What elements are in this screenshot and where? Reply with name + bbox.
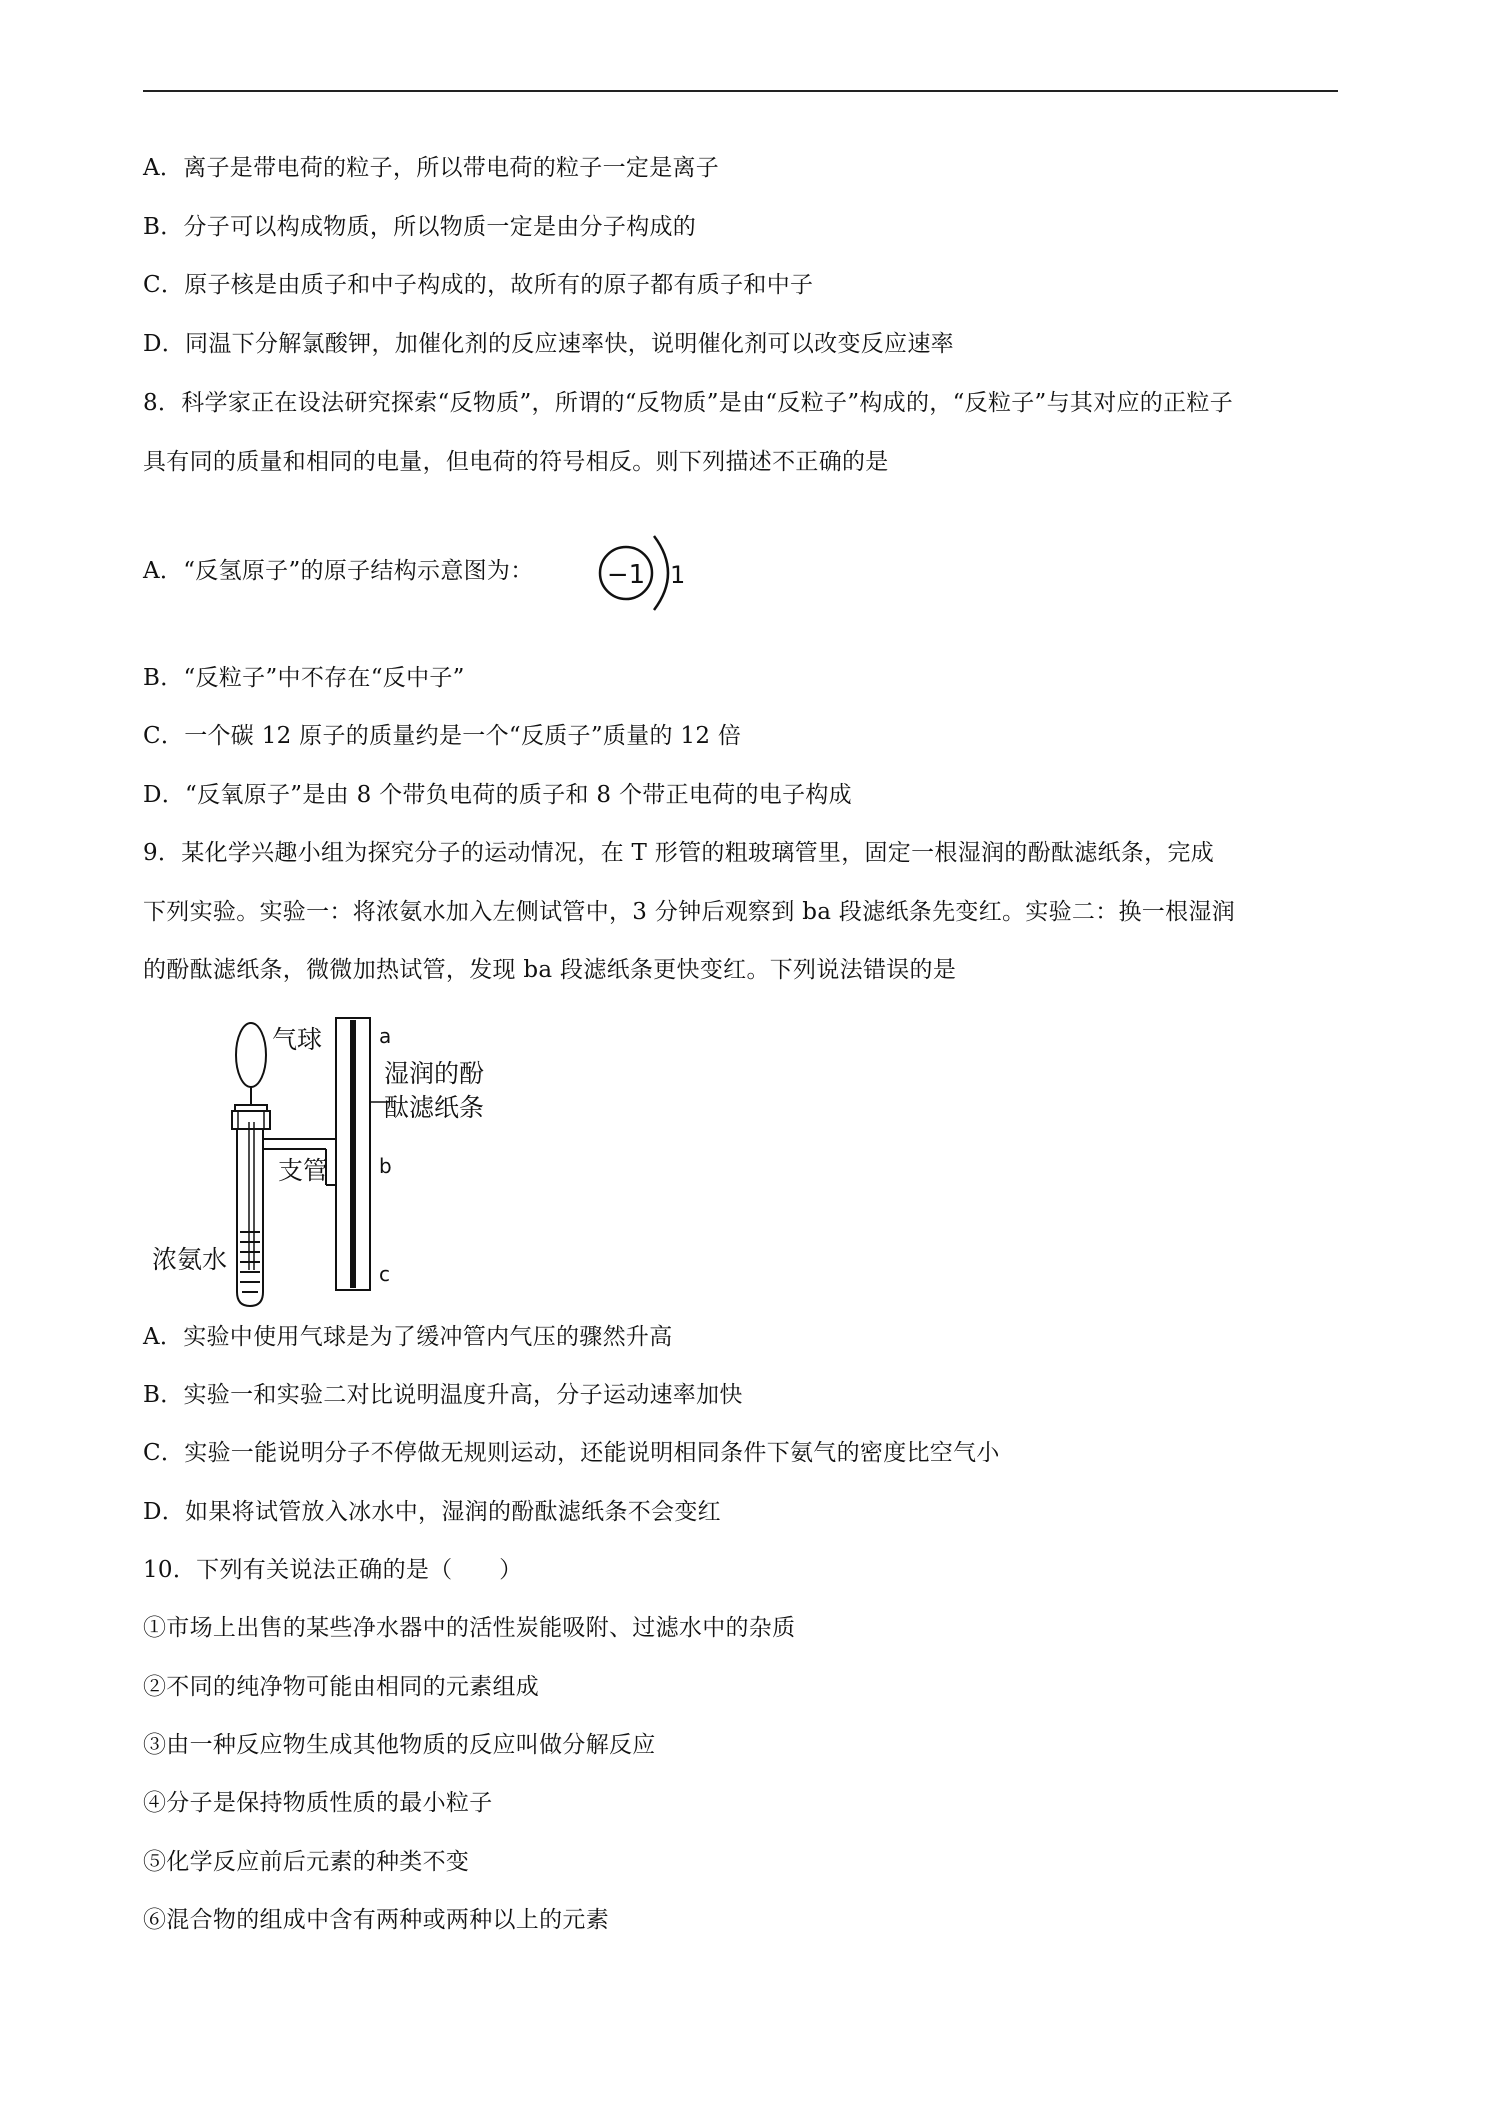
t-tube-experiment-diagram bbox=[150, 1010, 550, 1310]
q9-option-d: D．如果将试管放入冰水中，湿润的酚酞滤纸条不会变红 bbox=[143, 1499, 721, 1525]
point-a-label: a bbox=[379, 1024, 392, 1048]
strip-label-line1: 湿润的酚 bbox=[384, 1059, 485, 1088]
q10-item-5: ⑤化学反应前后元素的种类不变 bbox=[143, 1849, 470, 1875]
branch-tube-label: 支管 bbox=[278, 1156, 329, 1185]
q10-item-1: ①市场上出售的某些净水器中的活性炭能吸附、过滤水中的杂质 bbox=[143, 1615, 796, 1641]
q8-option-b: B．“反粒子”中不存在“反中子” bbox=[143, 665, 465, 691]
filter-paper-strip bbox=[350, 1020, 356, 1288]
q8-stem-line1: 8．科学家正在设法研究探索“反物质”，所谓的“反物质”是由“反粒子”构成的，“反粒子”与其对应的正粒子 bbox=[143, 390, 1233, 416]
nucleus-charge: −1 bbox=[606, 560, 646, 590]
ammonia-label: 浓氨水 bbox=[152, 1245, 228, 1274]
q7-option-c: C．原子核是由质子和中子构成的，故所有的原子都有质子和中子 bbox=[143, 272, 814, 298]
point-c-label: c bbox=[379, 1262, 390, 1286]
header-rule bbox=[143, 90, 1338, 92]
q9-stem-line3: 的酚酞滤纸条，微微加热试管，发现 ba 段滤纸条更快变红。下列说法错误的是 bbox=[143, 957, 957, 983]
strip-label-line2: 酞滤纸条 bbox=[384, 1093, 485, 1122]
q7-option-b: B．分子可以构成物质，所以物质一定是由分子构成的 bbox=[143, 214, 697, 240]
q8-option-c: C．一个碳 12 原子的质量约是一个“反质子”质量的 12 倍 bbox=[143, 723, 742, 749]
q10-item-6: ⑥混合物的组成中含有两种或两种以上的元素 bbox=[143, 1907, 609, 1933]
point-b-label: b bbox=[379, 1154, 392, 1178]
test-tube-shape bbox=[237, 1129, 263, 1306]
q10-item-4: ④分子是保持物质性质的最小粒子 bbox=[143, 1790, 493, 1816]
electron-shell-arc bbox=[654, 536, 668, 610]
q9-option-b: B．实验一和实验二对比说明温度升高，分子运动速率加快 bbox=[143, 1382, 743, 1408]
q7-option-a: A．离子是带电荷的粒子，所以带电荷的粒子一定是离子 bbox=[143, 155, 720, 181]
q8-option-d: D．“反氧原子”是由 8 个带负电荷的质子和 8 个带正电荷的电子构成 bbox=[143, 782, 852, 808]
q9-option-c: C．实验一能说明分子不停做无规则运动，还能说明相同条件下氨气的密度比空气小 bbox=[143, 1440, 1000, 1466]
balloon-shape bbox=[236, 1023, 266, 1087]
q9-stem-line1: 9．某化学兴趣小组为探究分子的运动情况，在 T 形管的粗玻璃管里，固定一根湿润的酚酞滤纸条，完成 bbox=[143, 840, 1214, 866]
q9-stem-line2: 下列实验。实验一：将浓氨水加入左侧试管中，3 分钟后观察到 ba 段滤纸条先变红。实验二：换一根湿润 bbox=[143, 899, 1236, 925]
q8-stem-line2: 具有同的质量和相同的电量，但电荷的符号相反。则下列描述不正确的是 bbox=[143, 449, 889, 475]
balloon-label: 气球 bbox=[272, 1025, 323, 1054]
q10-item-3: ③由一种反应物生成其他物质的反应叫做分解反应 bbox=[143, 1732, 656, 1758]
q10-stem: 10．下列有关说法正确的是（ ） bbox=[143, 1557, 523, 1583]
q8-option-a: A．“反氢原子”的原子结构示意图为： bbox=[143, 558, 534, 584]
electron-count: 1 bbox=[670, 561, 686, 589]
q7-option-d: D．同温下分解氯酸钾，加催化剂的反应速率快，说明催化剂可以改变反应速率 bbox=[143, 331, 954, 357]
anti-hydrogen-atom-diagram bbox=[588, 530, 698, 620]
q9-option-a: A．实验中使用气球是为了缓冲管内气压的骤然升高 bbox=[143, 1324, 673, 1350]
q10-item-2: ②不同的纯净物可能由相同的元素组成 bbox=[143, 1674, 540, 1700]
